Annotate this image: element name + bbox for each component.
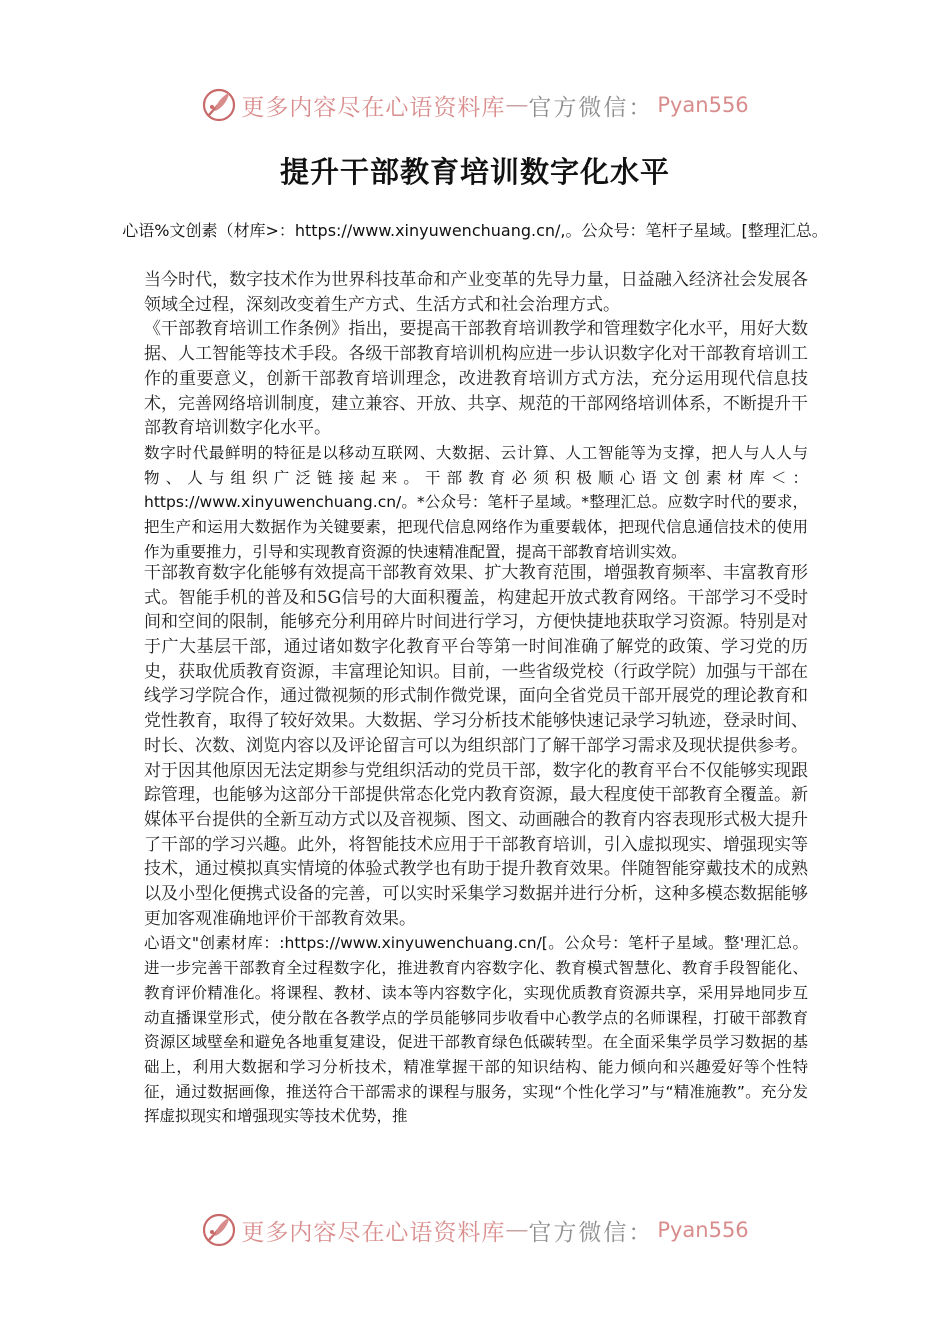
banner-wechat-id: Pyan556 bbox=[657, 1218, 749, 1242]
document-body bbox=[144, 268, 808, 1133]
header-banner bbox=[0, 80, 950, 130]
quill-logo-icon bbox=[201, 1212, 237, 1248]
paragraph: 干部教育数字化能够有效提高干部教育效果、扩大教育范围，增强教育频率、丰富教育形式。智能手机的普及和5G信号的大面积覆盖，构建起开放式教育网络。干部学习不受时间和空间的限制，能够充分利用碎片时间进行学习，方便快捷地获取学习资源。特别是对于广大基层干部，通过诸如数字化教育平台等第一时间准确了解党的政策、学习党的历史，获取优质教育资源，丰富理论知识。目前，一些省级党校（行政学院）加强与干部在线学习学院合作，通过微视频的形式制作微党课，面向全省党员干部开展党的理论教育和党性教育，取得了较好效果。大数据、学习分析技术能够快速记录学习轨迹，登录时间、时长、次数、浏览内容以及评论留言可以为组织部门了解干部学习需求及现状提供参考。对于因其他原因无法定期参与党组织活动的党员干部，数字化的教育平台不仅能够实现跟踪管理，也能够为这部分干部提供常态化党内教育资源，最大程度使干部教育全覆盖。新媒体平台提供的全新互动方式以及音视频、图文、动画融合的教育内容表现形式极大提升了干部的学习兴趣。此外，将智能技术应用于干部教育培训，引入虚拟现实、增强现实等技术，通过模拟真实情境的体验式教学也有助于提升教育效果。伴随智能穿戴技术的成熟以及小型化便携式设备的完善，可以实时采集学习数据并进行分析，这种多模态数据能够更加客观准确地评价干部教育效果。 bbox=[144, 562, 808, 929]
banner-separator: — bbox=[505, 1217, 529, 1243]
banner-brand-text: 更多内容尽在心语资料库 bbox=[241, 1219, 506, 1246]
paragraph: 当今时代，数字技术作为世界科技革命和产业变革的先导力量，日益融入经济社会发展各领域全过程，深刻改变着生产方式、生活方式和社会治理方式。 bbox=[144, 270, 808, 315]
source-note: 心语%文创素（材库>：https://www.xinyuwenchuang.cn/,。公众号：笔杆子星域。[整理汇总。 bbox=[122, 221, 828, 240]
footer-banner bbox=[0, 1205, 950, 1255]
quill-logo-icon bbox=[201, 87, 237, 123]
banner-wechat-label: 官方微信： bbox=[528, 94, 654, 121]
banner-wechat-id: Pyan556 bbox=[657, 93, 749, 117]
paragraph: 《干部教育培训工作条例》指出，要提高干部教育培训教学和管理数字化水平，用好大数据、人工智能等技术手段。各级干部教育培训机构应进一步认识数字化对干部教育培训工作的重要意义，创新干部教育培训理念，改进教育培训方式方法，充分运用现代信息技术，完善网络培训制度，建立兼容、开放、共享、规范的干部网络培训体系，不断提升干部教育培训数字化水平。 bbox=[144, 319, 808, 439]
document-title: 提升干部教育培训数字化水平 bbox=[279, 155, 670, 189]
banner-wechat-label: 官方微信： bbox=[528, 1219, 654, 1246]
paragraph: 数字时代最鲜明的特征是以移动互联网、大数据、云计算、人工智能等为支撑，把人与人人与物、人与组织广泛链接起来。干部教育必须积极顺心语文创素材库＜：https://www.xinyuwenchuang.cn/。*公众号：笔杆子星域。*整理汇总。应数字时代的要求，把生产和运用大数据作为关键要素，把现代信息网络作为重要载体，把现代信息通信技术的使用作为重要推力，引导和实现教育资源的快速精准配置，提高干部教育培训实效。 bbox=[144, 443, 808, 561]
banner-separator: — bbox=[505, 92, 529, 118]
banner-brand-text: 更多内容尽在心语资料库 bbox=[241, 94, 506, 121]
paragraph: 心语文"创素材库：:https://www.xinyuwenchuang.cn/[。公众号：笔杆子星域。整'理汇总。进一步完善干部教育全过程数字化，推进教育内容数字化、教育模式智慧化、教育手段智能化、教育评价精准化。将课程、教材、读本等内容数字化，实现优质教育资源共享，采用异地同步互动直播课堂形式，使分散在各教学点的学员能够同步收看中心教学点的名师课程，打破干部教育资源区域壁垒和避免各地重复建设，促进干部教育绿色低碳转型。在全面采集学员学习数据的基础上，利用大数据和学习分析技术，精准掌握干部的知识结构、能力倾向和兴趣爱好等个性特征，通过数据画像，推送符合干部需求的课程与服务，实现“个性化学习”与“精准施教”。充分发挥虚拟现实和增强现实等技术优势，推 bbox=[144, 934, 808, 1126]
